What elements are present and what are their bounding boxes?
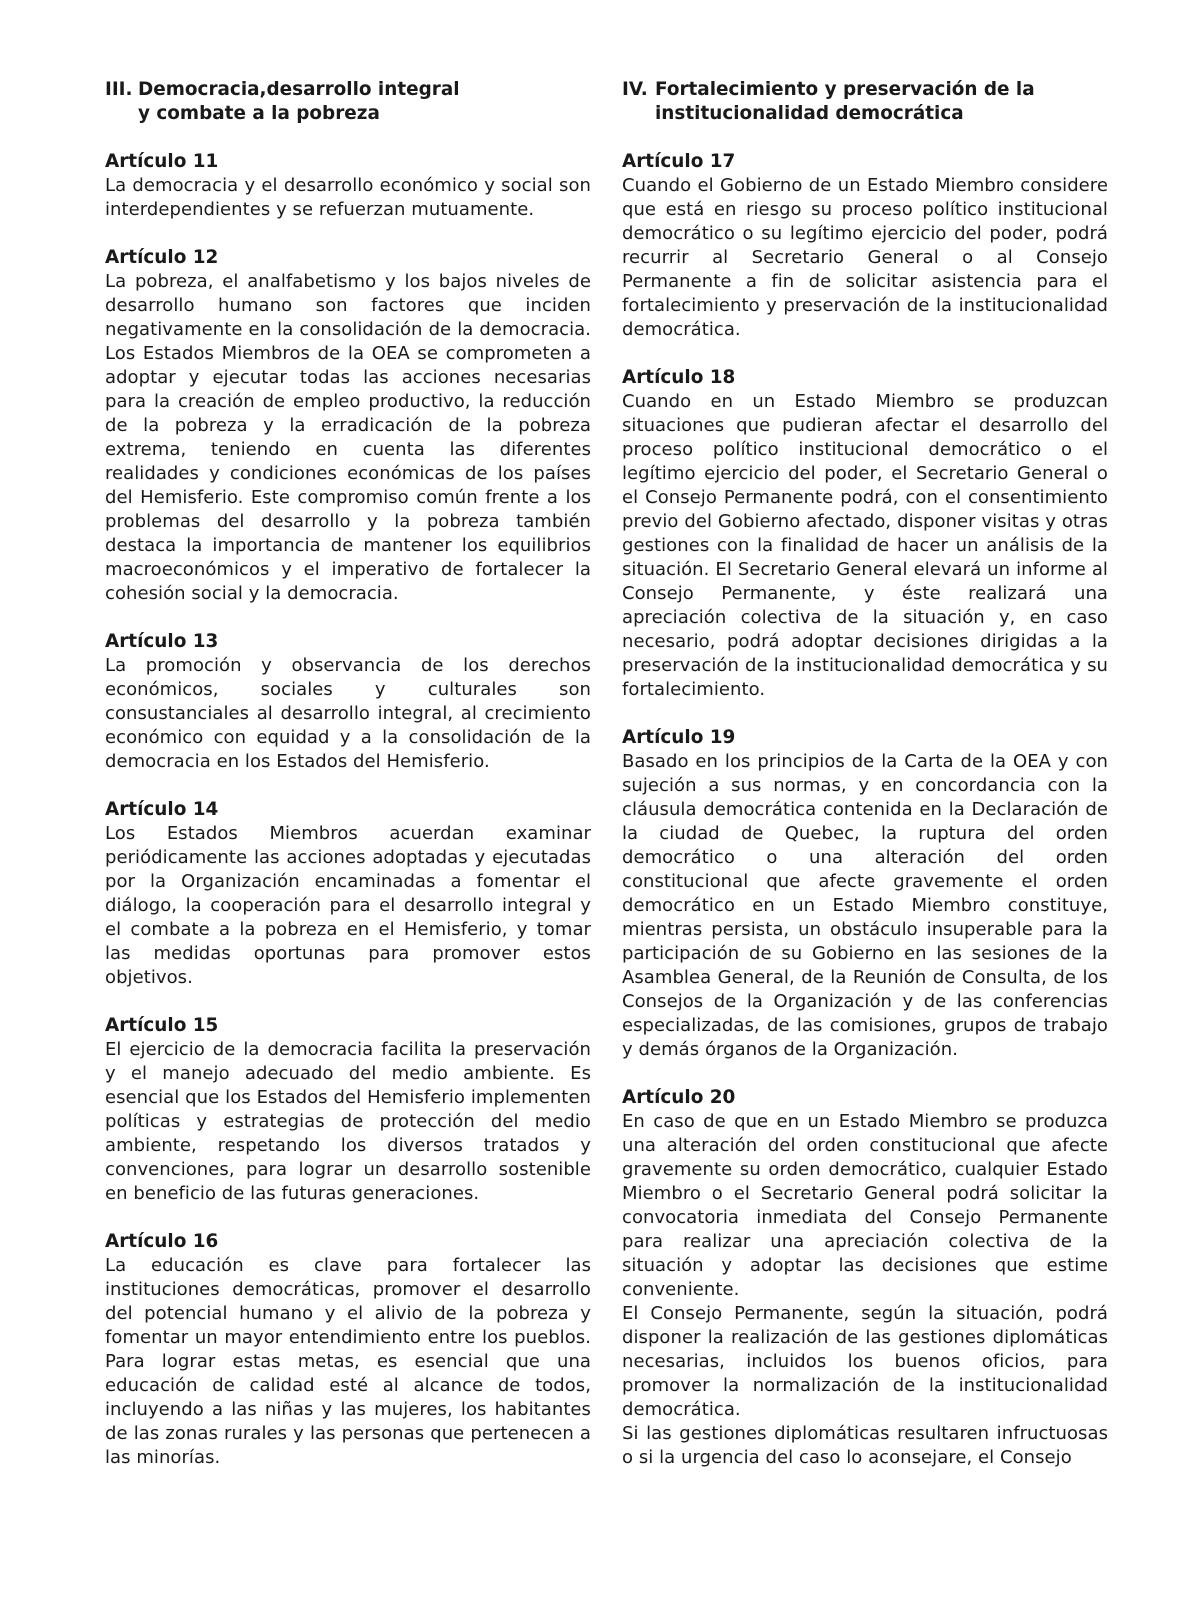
- left-column: [105, 78, 591, 1494]
- article-12: [105, 246, 591, 606]
- article-19: [622, 726, 1108, 1062]
- article-heading: Artículo 13: [105, 631, 219, 652]
- article-heading: Artículo 11: [105, 151, 219, 172]
- article-13: [105, 630, 591, 774]
- article-heading: Artículo 18: [622, 367, 736, 388]
- article-text: Cuando el Gobierno de un Estado Miembro considere que está en riesgo su proceso político institucional democrático o su legítimo ejercicio del poder, podrá recurrir al Secretario General o al Consejo Permanente a fin de solicitar asistencia para el fortalecimiento y preservación de la institucionalidad democrática.: [622, 175, 1108, 340]
- article-text: Los Estados Miembros acuerdan examinar periódicamente las acciones adoptadas y ejecutadas por la Organización encaminadas a fomentar el diálogo, la cooperación para el desarrollo integral y el combate a la pobreza en el Hemisferio, y tomar las medidas oportunas para promover estos objetivos.: [105, 823, 591, 988]
- section-number: IV.: [622, 79, 648, 100]
- section-title-line2: y combate a la pobreza: [138, 103, 380, 124]
- section-title-line1: Democracia,desarrollo integral: [138, 79, 460, 100]
- article-text: Basado en los principios de la Carta de la OEA y con sujeción a sus normas, y en concordancia con la cláusula democrática contenida en la Declaración de la ciudad de Quebec, la ruptura del orden democrático o una alteración del orden constitucional que afecte gravemente el orden democrático en un Estado Miembro constituye, mientras persista, un obstáculo insuperable para la participación de su Gobierno en las sesiones de la Asamblea General, de la Reunión de Consulta, de los Consejos de la Organización y de las conferencias especializadas, de las comisiones, grupos de trabajo y demás órganos de la Organización.: [622, 751, 1108, 1060]
- section-title-line2: institucionalidad democrática: [655, 103, 964, 124]
- article-text: La democracia y el desarrollo económico y social son interdependientes y se refuerzan mutuamente.: [105, 175, 591, 220]
- article-heading: Artículo 20: [622, 1087, 736, 1108]
- article-text: El ejercicio de la democracia facilita la preservación y el manejo adecuado del medio ambiente. Es esencial que los Estados del Hemisferio implementen políticas y estrategias de protección del medio ambiente, respetando los diversos tratados y convenciones, para lograr un desarrollo sostenible en beneficio de las futuras generaciones.: [105, 1039, 591, 1204]
- article-heading: Artículo 14: [105, 799, 219, 820]
- article-15: [105, 1014, 591, 1206]
- section-title-iv: [622, 78, 1108, 126]
- article-text: El Consejo Permanente, según la situación, podrá disponer la realización de las gestiones diplomáticas necesarias, incluidos los buenos oficios, para promover la normalización de la institucionalidad democrática.: [622, 1303, 1108, 1420]
- article-text: Si las gestiones diplomáticas resultaren infructuosas o si la urgencia del caso lo aconsejare, el Consejo: [622, 1423, 1108, 1468]
- article-11: [105, 150, 591, 222]
- right-column: [622, 78, 1108, 1494]
- article-heading: Artículo 15: [105, 1015, 219, 1036]
- article-heading: Artículo 17: [622, 151, 736, 172]
- section-title-iii: [105, 78, 591, 126]
- article-20: [622, 1086, 1108, 1470]
- article-heading: Artículo 12: [105, 247, 219, 268]
- article-text: La educación es clave para fortalecer las instituciones democráticas, promover el desarrollo del potencial humano y el alivio de la pobreza y fomentar un mayor entendimiento entre los pueblos. Para lograr estas metas, es esencial que una educación de calidad esté al alcance de todos, incluyendo a las niñas y las mujeres, los habitantes de las zonas rurales y las personas que pertenecen a las minorías.: [105, 1255, 591, 1468]
- article-16: [105, 1230, 591, 1470]
- article-text: En caso de que en un Estado Miembro se produzca una alteración del orden constitucional que afecte gravemente su orden democrático, cualquier Estado Miembro o el Secretario General podrá solicitar la convocatoria inmediata del Consejo Permanente para realizar una apreciación colectiva de la situación y adoptar las decisiones que estime conveniente.: [622, 1111, 1108, 1300]
- article-text: La pobreza, el analfabetismo y los bajos niveles de desarrollo humano son factores que inciden negativamente en la consolidación de la democracia. Los Estados Miembros de la OEA se comprometen a adoptar y ejecutar todas las acciones necesarias para la creación de empleo productivo, la reducción de la pobreza y la erradicación de la pobreza extrema, teniendo en cuenta las diferentes realidades y condiciones económicas de los países del Hemisferio. Este compromiso común frente a los problemas del desarrollo y la pobreza también destaca la importancia de mantener los equilibrios macroeconómicos y el imperativo de fortalecer la cohesión social y la democracia.: [105, 271, 591, 604]
- article-text: La promoción y observancia de los derechos económicos, sociales y culturales son consustanciales al desarrollo integral, al crecimiento económico con equidad y a la consolidación de la democracia en los Estados del Hemisferio.: [105, 655, 591, 772]
- article-heading: Artículo 16: [105, 1231, 219, 1252]
- section-title-line1: Fortalecimiento y preservación de la: [655, 79, 1035, 100]
- section-number: III.: [105, 79, 133, 100]
- article-14: [105, 798, 591, 990]
- article-heading: Artículo 19: [622, 727, 736, 748]
- article-17: [622, 150, 1108, 342]
- article-18: [622, 366, 1108, 702]
- article-text: Cuando en un Estado Miembro se produzcan situaciones que pudieran afectar el desarrollo del proceso político institucional democrático o el legítimo ejercicio del poder, el Secretario General o el Consejo Permanente podrá, con el consentimiento previo del Gobierno afectado, disponer visitas y otras gestiones con la finalidad de hacer un análisis de la situación. El Secretario General elevará un informe al Consejo Permanente, y éste realizará una apreciación colectiva de la situación y, en caso necesario, podrá adoptar decisiones dirigidas a la preservación de la institucionalidad democrática y su fortalecimiento.: [622, 391, 1108, 700]
